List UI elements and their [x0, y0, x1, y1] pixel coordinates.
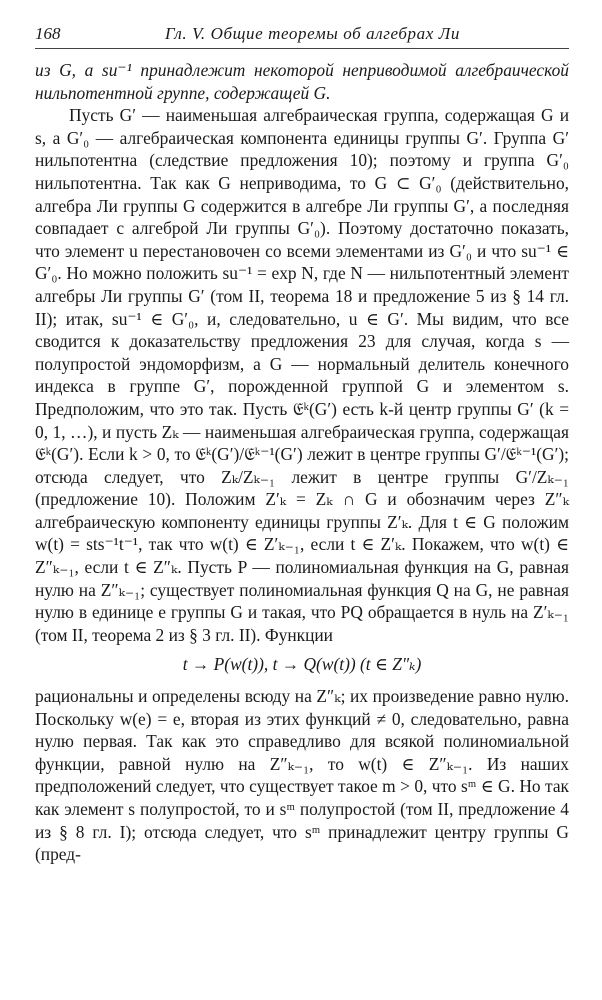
page-number: 168 [35, 24, 61, 43]
display-formula: t → P(w(t)), t → Q(w(t)) (t ∈ Z″ₖ) [182, 654, 422, 675]
book-page [35, 24, 569, 866]
running-head [35, 24, 569, 49]
body-text [35, 59, 569, 866]
chapter-title: Гл. V. Общие теоремы об алгебрах Ли [165, 24, 460, 43]
paragraph-proof: Пусть G′ — наименьшая алгебраическая группа, содержащая G и s, а G′₀ — алгебраическая компонента единицы группы G′. Группа G′ нильпотентна (следствие предложения 10); поэтому и группа G′₀ нильпотентна. Так как G неприводима, то G ⊂ G′₀ (действительно, алгебра Ли группы G содержится в алгебре Ли группы G′, а последняя совпадает с алгеброй Ли группы G′₀). Поэтому достаточно показать, что элемент u перестановочен со всеми элементами из G′₀ и что su⁻¹ ∈ G′₀. Но можно положить su⁻¹ = exp N, где N — нильпотентный элемент алгебры Ли группы G′ (том II, теорема 18 и предложение 5 из § 14 гл. II); итак, su⁻¹ ∈ G′₀, и, следовательно, u ∈ G′. Мы видим, что все сводится к доказательству предложения 23 для случая, когда s — полупростой эндоморфизм, а G — нормальный делитель конечного индекса в группе G′, порожденной группой G и элементом s. Предположим, что это так. Пусть 𝔈ᵏ(G′) есть k-й центр группы G′ (k = 0, 1, …), и пусть Zₖ — наименьшая алгебраическая группа, содержащая 𝔈ᵏ(G′). Если k > 0, то 𝔈ᵏ(G′)/𝔈ᵏ⁻¹(G′) лежит в центре группы G′/𝔈ᵏ⁻¹(G′); отсюда следует, что Zₖ/Zₖ₋₁ лежит в центре группы G′/Zₖ₋₁ (предложение 10). Положим Z′ₖ = Zₖ ∩ G и обозначим через Z″ₖ алгебраическую компоненту единицы группы Z′ₖ. Для t ∈ G положим w(t) = sts⁻¹t⁻¹, так что w(t) ∈ Z′ₖ₋₁, если t ∈ Z′ₖ. Покажем, что w(t) ∈ Z″ₖ₋₁, если t ∈ Z″ₖ. Пусть P — полиномиальная функция на G, равная нулю на Z″ₖ₋₁; существует полиномиальная функция Q на G, не равная нулю в единице e группы G и такая, что PQ обращается в нуль на Z′ₖ₋₁ (том II, теорема 2 из § 3 гл. II). Функции [35, 105, 569, 645]
paragraph-continuation: из G, а su⁻¹ принадлежит некоторой неприводимой алгебраической нильпотентной группе, содержащей G. [35, 60, 569, 103]
paragraph-closing: рациональны и определены всюду на Z″ₖ; их произведение равно нулю. Поскольку w(e) = e, вторая из этих функций ≠ 0, следовательно, равна нулю первая. Так как это справедливо для всякой полиномиальной функции, равной нулю на Z″ₖ₋₁, то w(t) ∈ Z″ₖ₋₁. Из наших предположений следует, что существует такое m > 0, что sᵐ ∈ G. Но так как элемент s полупростой, то и sᵐ полупростой (том II, предложение 4 из § 8 гл. I); отсюда следует, что sᵐ принадлежит центру группы G (пред- [35, 686, 569, 865]
